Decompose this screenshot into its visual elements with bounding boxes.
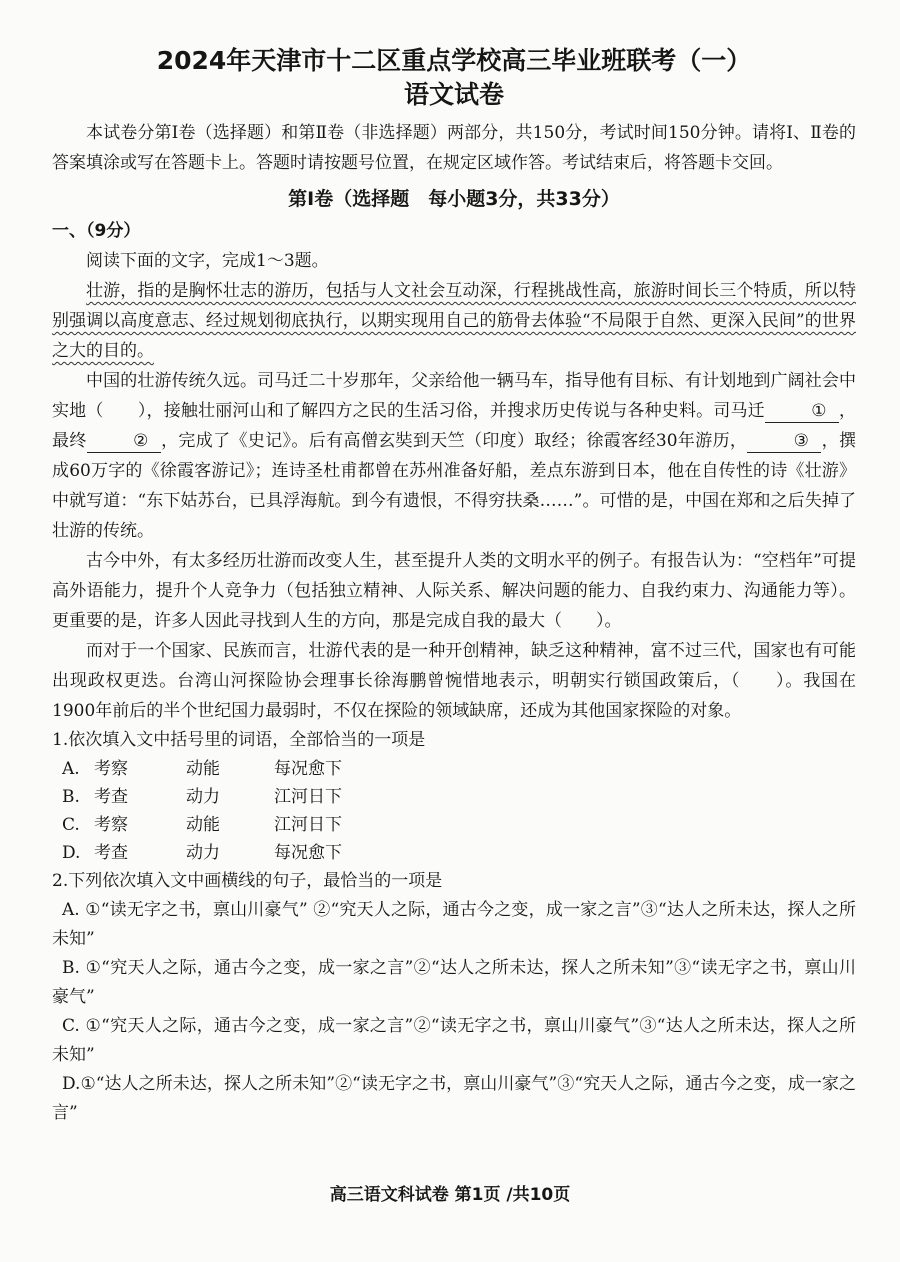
passage-text: ，完成了《史记》。后有高僧玄奘到天竺（印度）取经；徐霞客经30年游历， [160, 431, 748, 451]
option-key: B. [62, 787, 80, 807]
passage-text: ，最终 [52, 401, 857, 451]
option-word-1: 考察 [94, 815, 128, 835]
question-2-option-a: A. ①“读无字之书，禀山川豪气” ②“究天人之际，通古今之变，成一家之言”③“达人之所未达，探人之所未知” [52, 900, 856, 949]
option-word-3: 每况愈下 [274, 843, 342, 863]
question-1-stem: 1.依次填入文中括号里的词语，全部恰当的一项是 [52, 730, 426, 750]
option-word-1: 考察 [94, 759, 128, 779]
fill-blank-2: ② [87, 430, 161, 453]
option-key: C. [62, 815, 80, 835]
exam-subject-title: 语文试卷 [403, 80, 504, 109]
question-2-option-d: D.①“达人之所未达，探人之所未知”②“读无字之书，禀山川豪气”③“究天人之际，通古今之变，成一家之言” [52, 1074, 856, 1123]
passage-paragraph-1 [52, 276, 856, 366]
question-1-options [52, 755, 856, 867]
fill-blank-3: ③ [747, 430, 821, 453]
question-2-option-b: B. ①“究天人之际，通古今之变，成一家之言”②“达人之所未达，探人之所未知”③“读无字之书，禀山川豪气” [52, 958, 856, 1007]
exam-title: 2024年天津市十二区重点学校高三毕业班联考（一） [156, 46, 752, 75]
passage-paragraph-3: 古今中外，有太多经历壮游而改变人生，甚至提升人类的文明水平的例子。有报告认为：“空档年”可提高外语能力，提升个人竞争力（包括独立精神、人际关系、解决问题的能力、自我约束力、沟通能力等）。更重要的是，许多人因此寻找到人生的方向，那是完成自我的最大（ ）。 [52, 551, 856, 631]
passage-paragraph-4: 而对于一个国家、民族而言，壮游代表的是一种开创精神，缺乏这种精神，富不过三代，国家也有可能出现政权更迭。台湾山河探险协会理事长徐海鹏曾惋惜地表示，明朝实行锁国政策后，（ ）。我国在1900年前后的半个世纪国力最弱时，不仅在探险的领域缺席，还成为其他国家探险的对象。 [52, 641, 856, 721]
question-2-stem: 2.下列依次填入文中画横线的句子，最恰当的一项是 [52, 871, 443, 891]
passage-text: 中国的壮游传统久远。司马迁二十岁那年，父亲给他一辆马车，指导他有目标、有计划地到广阔社会中实地（ ），接触壮丽河山和了解四方之民的生活习俗，并搜求历史传说与各种史料。司马迁 [52, 371, 856, 421]
fill-blank-1: ① [765, 400, 839, 423]
option-word-2: 动力 [186, 787, 220, 807]
option-word-1: 考查 [94, 787, 128, 807]
option-word-2: 动力 [186, 843, 220, 863]
option-word-2: 动能 [186, 815, 220, 835]
part-label: 一、（9分） [52, 221, 141, 241]
option-word-3: 每况愈下 [274, 759, 342, 779]
passage-text: ，撰成60万字的《徐霞客游记》；连诗圣杜甫都曾在苏州准备好船，差点东游到日本，他在自传性的诗《壮游》中就写道：“东下姑苏台，已具浮海航。到今有遗恨，不得穷扶桑……”。可惜的是，中国在郑和之后失掉了壮游的传统。 [52, 431, 857, 541]
exam-instructions: 本试卷分第Ⅰ卷（选择题）和第Ⅱ卷（非选择题）两部分，共150分，考试时间150分钟。请将Ⅰ、Ⅱ卷的答案填涂或写在答题卡上。答题时请按题号位置，在规定区域作答。考试结束后，将答题卡交回。 [52, 123, 856, 173]
question-1-option-a [62, 755, 856, 783]
reading-instruction: 阅读下面的文字，完成1～3题。 [86, 251, 329, 271]
question-1-option-b [62, 783, 856, 811]
page-footer: 高三语文科试卷 第1页 /共10页 [329, 1185, 571, 1205]
wavy-underlined-text: 壮游，指的是胸怀壮志的游历，包括与人文社会互动深，行程挑战性高，旅游时间长三个特质，所以特别强调以高度意志、经过规划彻底执行，以期实现用自己的筋骨去体验“不局限于自然、更深入民间”的世界之大的目的。 [52, 281, 856, 361]
section-heading: 第Ⅰ卷（选择题 每小题3分，共33分） [288, 188, 620, 210]
option-word-1: 考查 [94, 843, 128, 863]
question-1-option-d [62, 839, 856, 867]
question-1-option-c [62, 811, 856, 839]
option-key: D. [62, 843, 81, 863]
passage-paragraph-2 [52, 366, 856, 546]
option-word-3: 江河日下 [274, 815, 342, 835]
option-word-2: 动能 [186, 759, 220, 779]
option-word-3: 江河日下 [274, 787, 342, 807]
question-2-option-c: C. ①“究天人之际，通古今之变，成一家之言”②“读无字之书，禀山川豪气”③“达人之所未达，探人之所未知” [52, 1016, 856, 1065]
option-key: A. [62, 759, 80, 779]
